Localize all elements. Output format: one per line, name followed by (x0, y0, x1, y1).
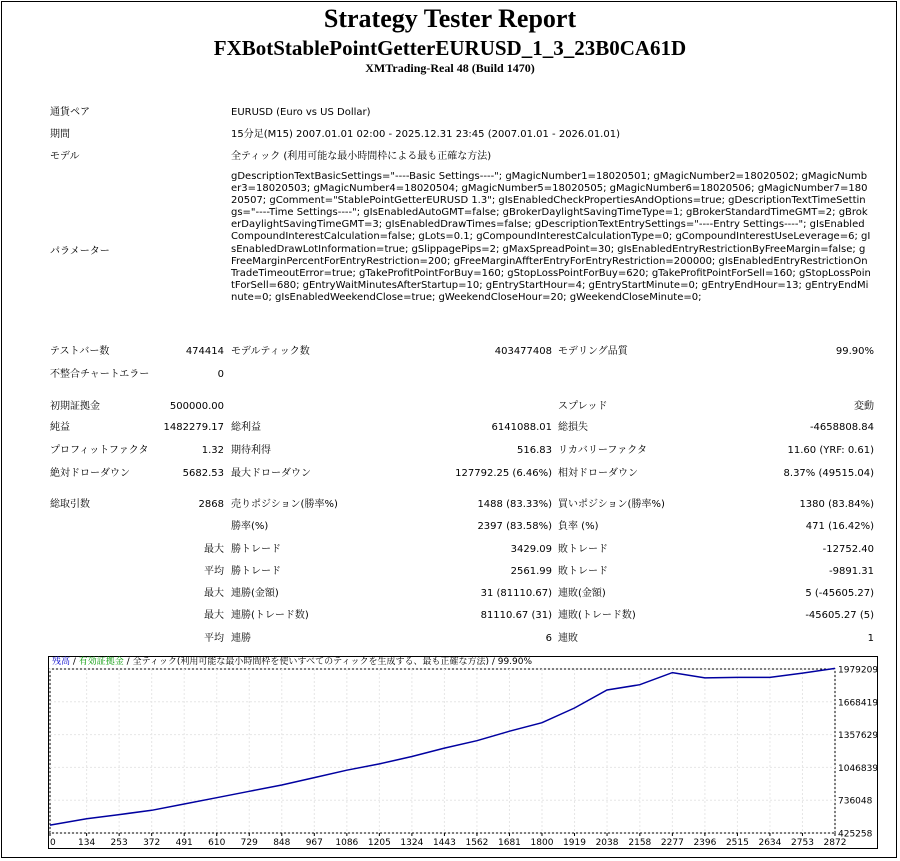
ticks-label: モデルティック数 (231, 346, 310, 357)
consec-loss-value: 5 (-45605.27) (805, 588, 874, 599)
pair-value: EURUSD (Euro vs US Dollar) (231, 107, 371, 118)
total-trades-label: 総取引数 (50, 499, 90, 510)
deposit-label: 初期証拠金 (50, 401, 100, 412)
mismatch-value: 0 (217, 369, 224, 380)
x-tick-label: 2277 (660, 838, 684, 848)
legend-sep-2: / (123, 657, 133, 667)
abs-dd-value: 5682.53 (182, 468, 224, 479)
consec-win-label: 連勝(金額) (231, 588, 279, 599)
loss-pct-value: 471 (16.42%) (805, 521, 874, 532)
report-subtitle: FXBotStablePointGetterEURUSD_1_3_23B0CA61D (213, 36, 687, 60)
long-label: 買いポジション(勝率%) (558, 499, 665, 510)
avg-consec-loss-value: 1 (867, 633, 874, 644)
x-tick-label: 1800 (530, 838, 554, 848)
largest-loss-label: 敗トレード (558, 544, 608, 555)
y-tick-label: 1668419 (838, 698, 878, 709)
avg-loss-value: -9891.31 (829, 566, 874, 577)
win-pct-value: 2397 (83.58%) (477, 521, 552, 532)
largest-loss-value: -12752.40 (822, 544, 874, 555)
legend-sep-1: / (70, 657, 79, 667)
average-label-2: 平均 (204, 633, 224, 644)
consec-profit-value: 81110.67 (31) (480, 610, 552, 621)
y-tick-label: 1046839 (838, 763, 878, 774)
short-label: 売りポジション(勝率%) (231, 499, 338, 510)
x-tick-label: 967 (305, 838, 323, 848)
x-tick-label: 1681 (498, 838, 521, 848)
x-tick-label: 1919 (563, 838, 586, 848)
max-dd-value: 127792.25 (6.46%) (455, 468, 552, 479)
avg-win-value: 2561.99 (510, 566, 552, 577)
max-label-2: 最大 (204, 610, 224, 621)
pair-label: 通貨ペア (50, 107, 90, 118)
avg-win-label: 勝トレード (231, 566, 281, 577)
deposit-value: 500000.00 (169, 401, 224, 412)
y-tick-label: 1357629 (838, 731, 878, 742)
payoff-label: 期待利得 (231, 445, 271, 456)
win-pct-label: 勝率(%) (231, 521, 269, 532)
y-tick-label: 425258 (838, 829, 873, 840)
recovery-label: リカバリーファクタ (558, 445, 647, 456)
pf-value: 1.32 (201, 445, 224, 456)
model-label: モデル (50, 151, 80, 162)
period-value: 15分足(M15) 2007.01.01 02:00 - 2025.12.31 23:45 (2007.01.01 - 2026.01.01) (231, 129, 620, 140)
consec-lossamt-label: 連敗(トレード数) (558, 610, 636, 621)
x-tick-label: 1443 (432, 838, 456, 848)
x-tick-label: 491 (175, 838, 193, 848)
spread-value: 変動 (854, 401, 874, 412)
x-tick-label: 2753 (791, 838, 814, 848)
consec-profit-label: 連勝(トレード数) (231, 610, 309, 621)
x-tick-label: 729 (240, 838, 258, 848)
server-name: XMTrading-Real 48 (Build 1470) (365, 61, 535, 75)
long-value: 1380 (83.84%) (799, 499, 874, 510)
x-tick-label: 1324 (400, 838, 424, 848)
average-label: 平均 (204, 566, 224, 577)
params-value: gDescriptionTextBasicSettings="----Basic Settings----"; gMagicNumber1=18020501; gMagicNumber2=18020502; gMagicNumber3=18020503; gMagicNumber4=18020504; gMagicNumber5=18020505; gMagicNumber6=18020506; gMagicNumber7=18020507; gComment="StablePointGetterEURUSD 1.3"; gIsEnabledCheckPropertiesAndOptions=true; gDescriptionTextTimeSettings="----Time Settings----"; gIsEnabledAutoGMT=false; gBrokerDaylightSavingTimeType=1; gBrokerStandardTimeGMT=2; gBrokerDaylightSavingTimeGMT=3; gIsEnabledDrawTimes=false; gDescriptionTextEntrySettings="----Entry Settings----"; gIsEnabledCompoundInterestCalculation=false; gLots=0.1; gCompoundInterestCalculationType=0; gCompoundInterestUseLeverage=6; gIsEnabledDrawLotInformation=true; gSlippagePips=2; gMaxSpreadPoint=30; gIsEnabledEntryRestrictionByFreeMargin=false; gFreeMarginPercentForEntryRestriction=200; gFreeMarginAffterEntryForEntryRestriction=200000; gIsEnabledEntryRestrictionOnTradeTimeoutError=true; gTakeProfitPointForBuy=160; gStopLossPointForBuy=620; gTakeProfitPointForSell=160; gStopLossPointForSell=680; gEntryWaitMinutesAfterStartup=10; gEntryStartHour=4; gEntryStartMinute=0; gEntryEndHour=13; gEntryEndMinute=0; gIsEnabledWeekendClose=true; gWeekendCloseHour=20; gWeekendCloseMinute=0; (231, 171, 871, 303)
period-label: 期間 (50, 129, 70, 140)
gross-loss-value: -4658808.84 (809, 422, 874, 433)
y-tick-label: 736048 (838, 796, 873, 807)
bars-value: 474414 (185, 346, 224, 357)
params-label: パラメーター (50, 246, 110, 257)
x-tick-label: 1086 (335, 838, 359, 848)
x-tick-label: 134 (78, 838, 96, 848)
spread-label: スプレッド (558, 401, 608, 412)
loss-pct-label: 負率 (%) (558, 521, 599, 532)
quality-value: 99.90% (835, 346, 874, 357)
gross-profit-label: 総利益 (231, 422, 261, 433)
quality-label: モデリング品質 (558, 346, 628, 357)
avg-consec-loss-label: 連敗 (558, 633, 578, 644)
net-value: 1482279.17 (163, 422, 224, 433)
chart-legend (52, 657, 532, 668)
legend-balance: 残高 (52, 657, 71, 667)
avg-consec-win-label: 連勝 (231, 633, 251, 644)
consec-lossamt-value: -45605.27 (5) (805, 610, 874, 621)
net-label: 純益 (50, 422, 70, 433)
mismatch-label: 不整合チャートエラー (50, 369, 150, 380)
x-tick-label: 1562 (465, 838, 489, 848)
largest-win-value: 3429.09 (510, 544, 552, 555)
recovery-value: 11.60 (YRF: 0.61) (787, 445, 874, 456)
max-dd-label: 最大ドローダウン (231, 468, 311, 479)
x-tick-label: 848 (273, 838, 291, 848)
x-tick-label: 2872 (823, 838, 847, 848)
total-trades-value: 2868 (198, 499, 224, 510)
model-value: 全ティック (利用可能な最小時間枠による最も正確な方法) (231, 151, 492, 162)
pf-label: プロフィットファクタ (50, 445, 149, 456)
bars-label: テストバー数 (50, 346, 110, 357)
max-label-1: 最大 (204, 588, 224, 599)
gross-loss-label: 総損失 (558, 422, 588, 433)
avg-loss-label: 敗トレード (558, 566, 608, 577)
largest-label: 最大 (204, 544, 224, 555)
x-tick-label: 2515 (725, 838, 749, 848)
x-tick-label: 0 (50, 838, 56, 848)
largest-win-label: 勝トレード (231, 544, 281, 555)
consec-win-value: 31 (81110.67) (480, 588, 552, 599)
x-tick-label: 2038 (595, 838, 619, 848)
short-value: 1488 (83.33%) (477, 499, 552, 510)
payoff-value: 516.83 (517, 445, 552, 456)
x-tick-label: 2634 (758, 838, 782, 848)
legend-model: 全ティック(利用可能な最小時間枠を使いすべてのティックを生成する、最も正確な方法) / 99.90% (132, 657, 533, 667)
x-tick-label: 610 (208, 838, 226, 848)
avg-consec-win-value: 6 (545, 633, 552, 644)
gross-profit-value: 6141088.01 (491, 422, 552, 433)
rel-dd-label: 相対ドローダウン (558, 468, 638, 479)
y-tick-label: 1979209 (838, 665, 878, 676)
x-tick-label: 253 (110, 838, 128, 848)
x-tick-label: 1205 (367, 838, 391, 848)
consec-loss-label: 連敗(金額) (558, 588, 606, 599)
abs-dd-label: 絶対ドローダウン (50, 468, 130, 479)
report-title: Strategy Tester Report (323, 4, 577, 33)
rel-dd-value: 8.37% (49515.04) (783, 468, 874, 479)
plot-area (50, 669, 835, 833)
x-tick-label: 372 (143, 838, 161, 848)
ticks-value: 403477408 (494, 346, 552, 357)
balance-chart (48, 656, 878, 849)
legend-equity: 有効証拠金 (78, 657, 124, 667)
x-tick-label: 2158 (628, 838, 652, 848)
x-tick-label: 2396 (693, 838, 717, 848)
